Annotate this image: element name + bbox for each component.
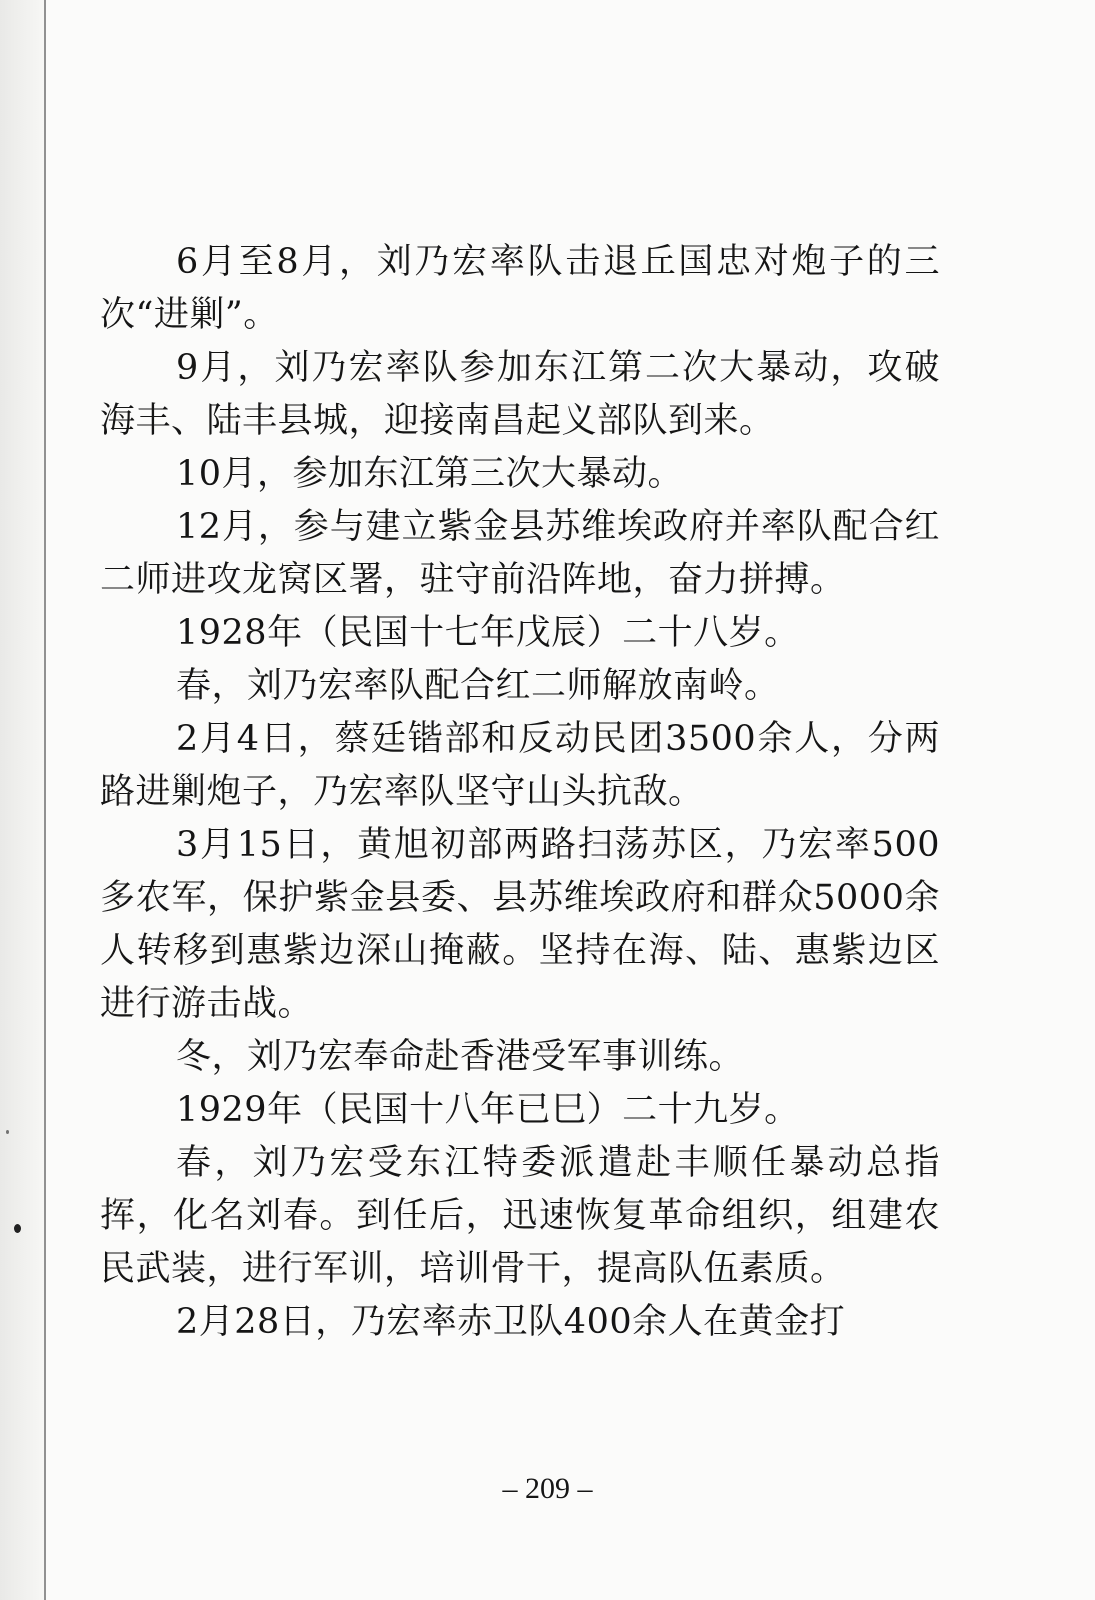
paragraph: 春，刘乃宏受东江特委派遣赴丰顺任暴动总指挥，化名刘春。到任后，迅速恢复革命组织，组建农民武装，进行军训，培训骨干，提高队伍素质。 [100, 1143, 940, 1289]
binding-gutter [0, 0, 44, 1600]
paragraph: 9月，刘乃宏率队参加东江第二次大暴动，攻破海丰、陆丰县城，迎接南昌起义部队到来。 [100, 348, 940, 441]
paragraph: 2月4日，蔡廷锴部和反动民团3500余人，分两路进剿炮子，乃宏率队坚守山头抗敌。 [100, 719, 940, 812]
page-number: – 209 – [502, 1472, 593, 1505]
paragraph: 1928年（民国十七年戊辰）二十八岁。 [176, 613, 800, 653]
body-text [100, 236, 940, 1349]
paragraph: 12月，参与建立紫金县苏维埃政府并率队配合红二师进攻龙窝区署，驻守前沿阵地，奋力拼搏。 [100, 507, 940, 600]
paragraph: 3月15日，黄旭初部两路扫荡苏区，乃宏率500多农军，保护紫金县委、县苏维埃政府和群众5000余人转移到惠紫边深山掩蔽。坚持在海、陆、惠紫边区进行游击战。 [100, 825, 940, 1024]
binding-edge-line [44, 0, 46, 1600]
paragraph: 6月至8月，刘乃宏率队击退丘国忠对炮子的三次“进剿”。 [100, 242, 940, 335]
paragraph: 1929年（民国十八年已巳）二十九岁。 [176, 1090, 800, 1130]
paragraph: 10月，参加东江第三次大暴动。 [176, 454, 684, 494]
paragraph: 冬，刘乃宏奉命赴香港受军事训练。 [176, 1037, 745, 1077]
scan-speck [6, 1130, 9, 1134]
scan-speck [14, 1224, 21, 1233]
paragraph: 春，刘乃宏率队配合红二师解放南岭。 [176, 666, 780, 706]
paragraph: 2月28日，乃宏率赤卫队400余人在黄金打 [176, 1302, 846, 1342]
